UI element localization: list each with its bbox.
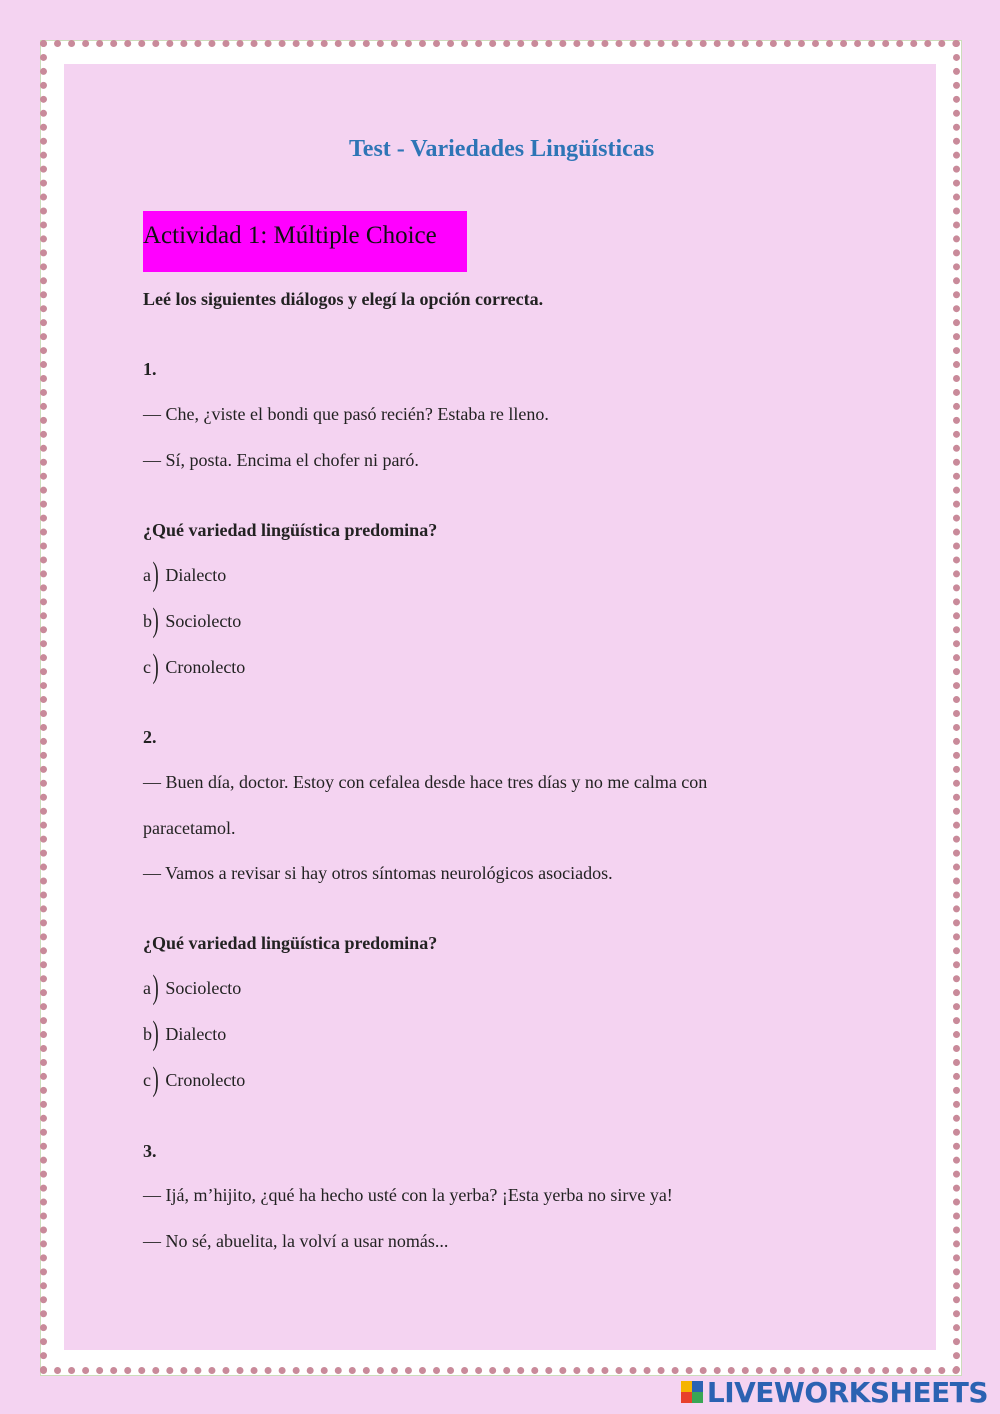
paren-icon: ) (152, 648, 159, 685)
option-b[interactable] (143, 1015, 227, 1052)
question-number: 2. (143, 727, 157, 747)
paren-icon: ) (152, 556, 159, 593)
option-a[interactable] (143, 556, 227, 593)
dialogue-line: — Sí, posta. Encima el chofer ni paró. (143, 450, 419, 470)
liveworksheets-logo[interactable] (681, 1376, 988, 1408)
liveworksheets-logo-icon (681, 1381, 703, 1403)
dialogue-line: — No sé, abuelita, la volví a usar nomás... (143, 1231, 449, 1251)
option-text: Dialecto (165, 1024, 227, 1044)
option-text: Cronolecto (165, 1070, 246, 1090)
option-text: Cronolecto (165, 657, 246, 677)
instructions: Leé los siguientes diálogos y elegí la opción correcta. (143, 289, 544, 309)
option-text: Sociolecto (165, 611, 242, 631)
question-number: 3. (143, 1141, 157, 1161)
paren-icon: ) (152, 1061, 159, 1098)
question-prompt: ¿Qué variedad lingüística predomina? (143, 933, 438, 953)
dialogue-line: — Buen día, doctor. Estoy con cefalea desde hace tres días y no me calma con (143, 772, 708, 792)
option-letter: b (143, 611, 152, 631)
option-text: Dialecto (165, 565, 227, 585)
option-text: Sociolecto (165, 978, 242, 998)
option-a[interactable] (143, 969, 242, 1006)
option-letter: a (143, 978, 151, 998)
option-c[interactable] (143, 648, 246, 685)
logo-text: LIVEWORKSHEETS (706, 1375, 988, 1409)
option-letter: c (143, 657, 151, 677)
question-prompt: ¿Qué variedad lingüística predomina? (143, 520, 438, 540)
paren-icon: ) (152, 969, 159, 1006)
dialogue-line: — Ijá, m’hijito, ¿qué ha hecho usté con la yerba? ¡Esta yerba no sirve ya! (143, 1185, 673, 1205)
dialogue-line: paracetamol. (143, 818, 236, 838)
option-c[interactable] (143, 1061, 246, 1098)
dialogue-line: — Che, ¿viste el bondi que pasó recién? Estaba re lleno. (143, 404, 549, 424)
option-b[interactable] (143, 602, 242, 639)
activity-heading: Actividad 1: Múltiple Choice (143, 222, 437, 249)
page-title: Test - Variedades Lingüísticas (349, 136, 655, 162)
option-letter: b (143, 1024, 152, 1044)
option-letter: a (143, 565, 151, 585)
dialogue-line: — Vamos a revisar si hay otros síntomas neurológicos asociados. (143, 863, 613, 883)
paren-icon: ) (152, 602, 159, 639)
paren-icon: ) (152, 1015, 159, 1052)
question-number: 1. (143, 359, 157, 379)
option-letter: c (143, 1070, 151, 1090)
